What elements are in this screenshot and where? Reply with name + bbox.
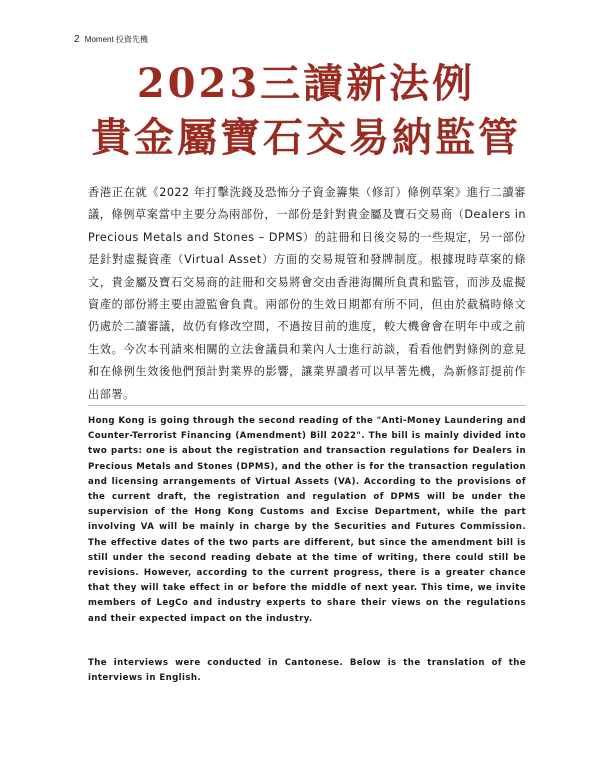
intro-english: Hong Kong is going through the second reading of the "Anti-Money Laundering and Counter-Terrorist Financing (Amendment) Bill 2022". The bill is mainly divided into two parts: one is about the registration and transaction regulations for Dealers in Precious Metals and Stones (DPMS), and the other is for the transaction regulation and licensing arrangements of Virtual Assets (VA). According to the provisions of the current draft, the registration and regulation of DPMS will be under the supervision of the Hong Kong Customs and Excise Department, while the part involving VA will be mainly in charge by the Securities and Futures Commission. The effective dates of the two parts are different, but since the amendment bill is still under the second reading debate at the time of writing, there could still be revisions. However, according to the current progress, there is a greater chance that they will take effect in or before the middle of next year. This time, we invite members of LegCo and industry experts to share their views on the regulations and their expected impact on the industry. (88, 416, 526, 624)
headline-line-1: 2023三讀新法例 (136, 60, 476, 107)
magazine-name: Moment 投資先機 (84, 35, 148, 44)
headline-line-2: 貴金屬寶石交易納監管 (91, 114, 521, 161)
page-header (74, 34, 148, 45)
section-divider (88, 405, 526, 406)
translation-note: The interviews were conducted in Cantonese. Below is the translation of the interviews in English. (88, 658, 526, 684)
page-number: 2 (74, 34, 80, 45)
intro-chinese: 香港正在就《2022 年打擊洗錢及恐怖分子資金籌集（修訂）條例草案》進行二讀審議，條例草案當中主要分為兩部份，一部份是針對貴金屬及寶石交易商（Dealers in Precious Metals and Stones – DPMS）的註冊和日後交易的一些規定，另一部份是針對虛擬資產（Virtual Asset）方面的交易規管和發牌制度。根據現時草案的條文，貴金屬及寶石交易商的註冊和交易將會交由香港海關所負責和監管，而涉及虛擬資產的部份將主要由證監會負責。兩部份的生效日期都有所不同，但由於截稿時條文仍處於二讀審議，故仍有修改空間，不過按目前的進度，較大機會會在明年中或之前生效。今次本刊請來相關的立法會議員和業內人士進行訪談，看看他們對條例的意見和在條例生效後他們預計對業界的影響，讓業界讀者可以早著先機，為新修訂提前作出部署。 (88, 186, 526, 401)
